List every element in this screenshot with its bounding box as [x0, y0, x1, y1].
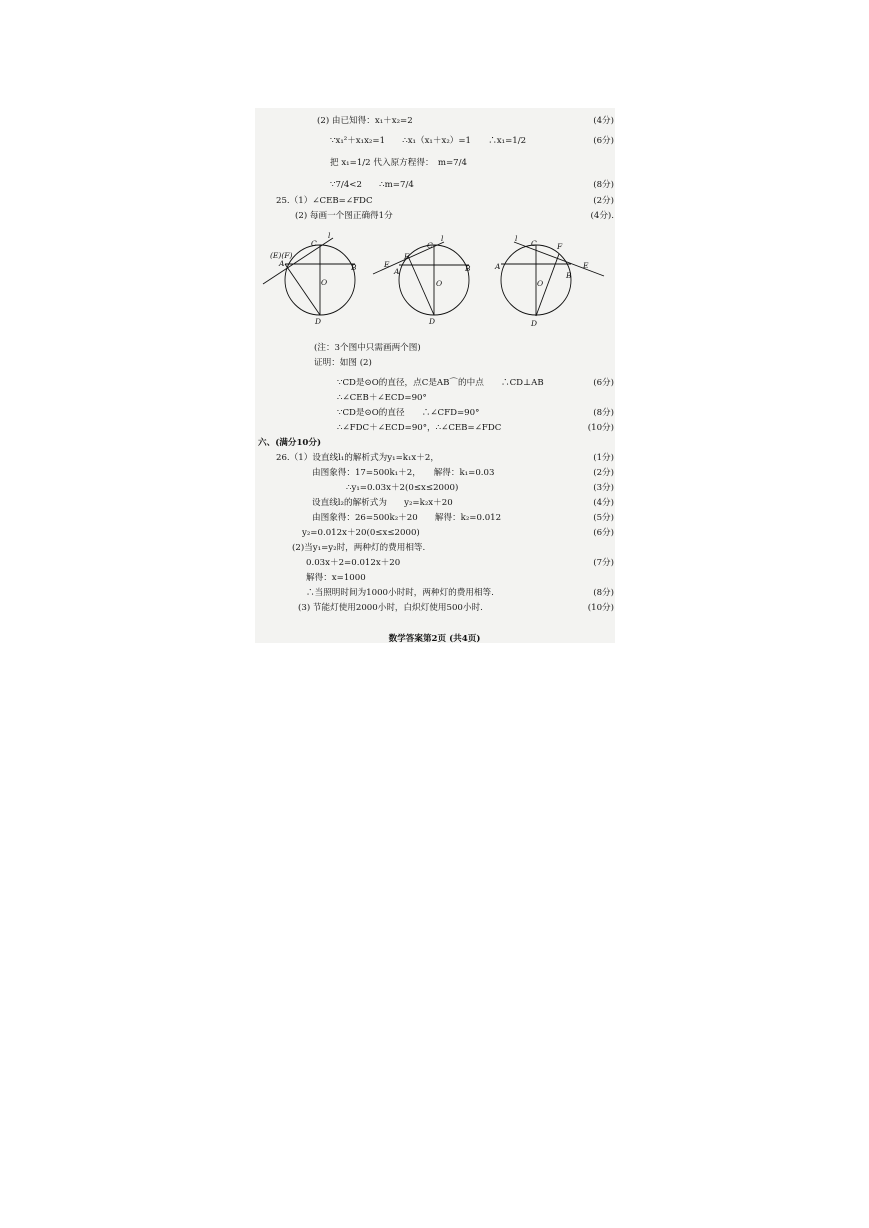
score-label: (6分): [593, 528, 614, 538]
circle-figures: [258, 228, 610, 336]
text-line: ∵x₁²＋x₁x₂=1 ∴x₁（x₁＋x₂）=1 ∴x₁=1/2: [330, 136, 527, 146]
text-line: y₂=0.012x＋20(0≤x≤2000): [302, 528, 420, 538]
text-line: ∵7/4<2 ∴m=7/4: [330, 180, 414, 190]
text-line: ∵CD是⊙O的直径，点C是AB⌒的中点 ∴CD⊥AB: [337, 378, 544, 388]
score-label: (8分): [593, 588, 614, 598]
fig3-label: E: [583, 261, 589, 270]
text-line: (2) 由已知得：x₁＋x₂=2: [317, 116, 413, 126]
fig1-label: (E)(F): [270, 251, 293, 260]
text-line: (2) 每画一个图正确得1分: [295, 211, 393, 221]
score-label: (5分): [593, 513, 614, 523]
figure-1: [263, 238, 355, 315]
figure-3: [501, 242, 604, 316]
text-line: 证明：如图 (2): [314, 358, 372, 368]
text-line: 26.（1）设直线l₁的解析式为y₁=k₁x＋2，: [276, 453, 439, 463]
text-line: ∴y₁=0.03x＋2(0≤x≤2000): [346, 483, 459, 493]
section-heading: 六、(满分10分): [258, 438, 322, 448]
score-label: (2分): [593, 196, 614, 206]
fig1-label: l: [328, 231, 331, 240]
fig2-label: E: [384, 260, 390, 269]
fig3-label: O: [537, 279, 544, 288]
score-label: (4分).: [590, 211, 614, 221]
score-label: (7分): [593, 558, 614, 568]
score-label: (1分): [593, 453, 614, 463]
fig3-label: A: [495, 262, 501, 271]
fig2-label: A: [394, 267, 400, 276]
fig2-label: l: [441, 234, 444, 243]
score-label: (2分): [593, 468, 614, 478]
score-label: (3分): [593, 483, 614, 493]
fig2-label: F: [404, 252, 410, 261]
score-label: (6分): [593, 378, 614, 388]
fig2-label: D: [429, 317, 436, 326]
text-line: 由图象得：17=500k₁＋2， 解得：k₁=0.03: [312, 468, 495, 478]
fig1-label: B: [351, 263, 357, 272]
text-line: (2)当y₁=y₂时，两种灯的费用相等.: [292, 543, 426, 553]
fig2-label: C: [427, 241, 433, 250]
fig2-label: O: [436, 279, 443, 288]
fig3-label: C: [531, 239, 537, 248]
score-label: (8分): [593, 408, 614, 418]
score-label: (10分): [587, 603, 614, 613]
score-label: (4分): [593, 498, 614, 508]
text-line: ∴∠FDC＋∠ECD=90°，∴∠CEB=∠FDC: [337, 423, 502, 433]
text-line: 设直线l₂的解析式为 y₂=k₂x＋20: [312, 498, 453, 508]
score-label: (4分): [593, 116, 614, 126]
score-label: (6分): [593, 136, 614, 146]
figure-2: [373, 242, 469, 315]
text-line: 把 x₁=1/2 代入原方程得： m=7/4: [330, 158, 468, 168]
text-line: 解得：x=1000: [306, 573, 366, 583]
score-label: (8分): [593, 180, 614, 190]
fig3-label: l: [515, 234, 518, 243]
score-label: (10分): [587, 423, 614, 433]
text-line: 25.（1）∠CEB=∠FDC: [276, 196, 373, 206]
fig1-label: C: [311, 239, 317, 248]
fig2-label: B: [465, 264, 471, 273]
fig1-label: A: [279, 259, 285, 268]
text-line: 由图象得：26=500k₂＋20 解得：k₂=0.012: [312, 513, 502, 523]
text-line: 0.03x＋2=0.012x＋20: [306, 558, 401, 568]
page-footer: 数学答案第2页 (共4页): [388, 634, 481, 644]
text-line: (3) 节能灯使用2000小时，白炽灯使用500小时.: [298, 603, 483, 613]
fig1-label: D: [315, 317, 322, 326]
fig3-label: F: [557, 242, 563, 251]
text-line: (注：3个图中只需画两个图): [314, 343, 421, 353]
text-line: ∴∠CEB＋∠ECD=90°: [337, 393, 427, 403]
text-line: ∴当照明时间为1000小时时，两种灯的费用相等.: [306, 588, 494, 598]
fig3-label: B: [566, 271, 572, 280]
text-line: ∵CD是⊙O的直径 ∴∠CFD=90°: [337, 408, 480, 418]
fig1-label: O: [321, 278, 328, 287]
fig3-label: D: [531, 319, 538, 328]
